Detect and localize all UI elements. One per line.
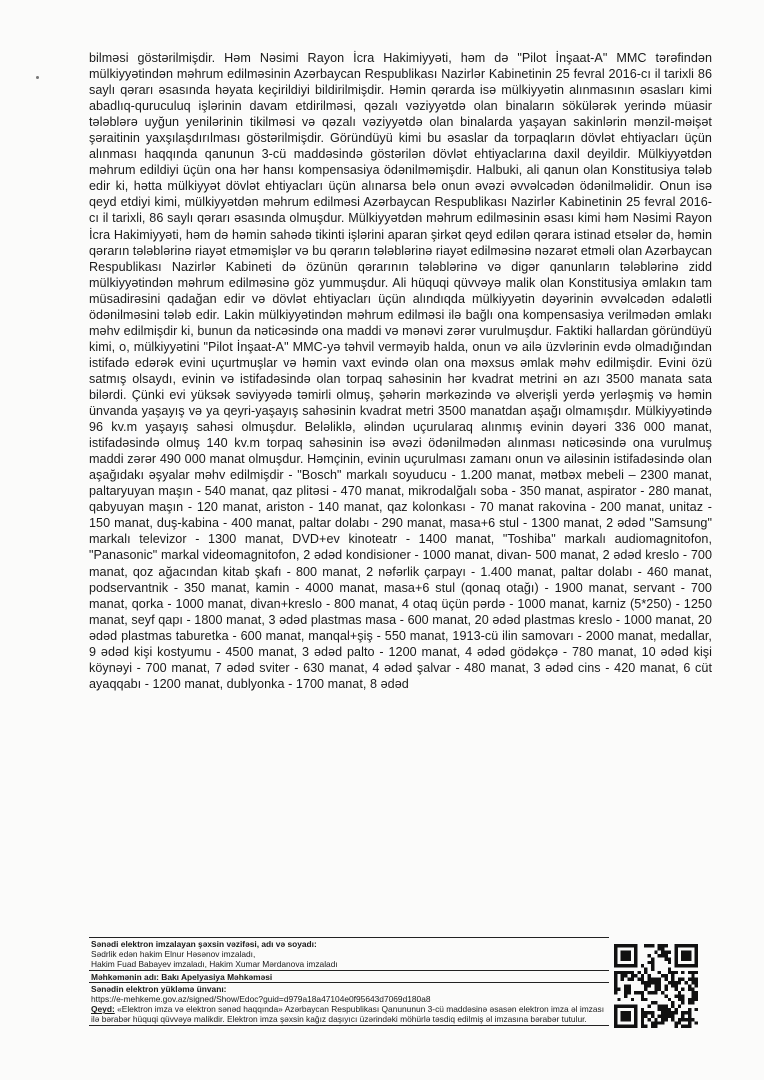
signer-line-1: Sədrlik edən hakim Elnur Həsənov imzaladı, xyxy=(91,949,256,960)
signer-line-2: Hakim Fuad Babayev imzaladı, Hakim Xumar Mərdanova imzaladı xyxy=(91,959,338,970)
legal-note xyxy=(91,1004,607,1024)
note-text: «Elektron imza və elektron sənəd haqqında» Azərbaycan Respublikası Qanununun 3-cü maddəsinə əsasən elektron imza əl imzası ilə bərabər hüquqi qüvvəyə malikdir. Elektron imza şəxsin kağız daşıyıcı üzərindəki möhürlə təsdiq edilmiş əl imzasına bərabər tutulur. xyxy=(91,1004,605,1025)
scan-speck xyxy=(36,76,39,79)
upload-label: Sənədin elektron yükləmə ünvanı: xyxy=(91,983,227,994)
upload-url[interactable]: https://e-mehkeme.gov.az/signed/Show/Edoc?guid=d979a18a47104e0f95643d7069d180a8 xyxy=(91,994,431,1005)
upload-block xyxy=(89,982,609,1026)
court-label: Məhkəmənin adı: xyxy=(91,971,159,982)
court-name: Bakı Apelyasiya Məhkəməsi xyxy=(161,971,273,982)
signer-block xyxy=(89,937,609,970)
note-label: Qeyd: xyxy=(91,1004,115,1015)
signer-label: Sənədi elektron imzalayan şəxsin vəzifəsi, adı və soyadı: xyxy=(91,939,317,949)
court-block xyxy=(89,970,609,982)
qr-code-icon xyxy=(614,944,698,1028)
body-paragraph: bilməsi göstərilmişdir. Həm Nəsimi Rayon İcra Hakimiyyəti, həm də "Pilot İnşaat-A" MMC tərəfindən mülkiyyətindən məhrum edilməsinin Azərbaycan Respublikası Nazirlər Kabinetinin 25 fevral 2016-cı il tarixli 86 saylı qərarı əsasında həyata keçirildiyi bildirilmişdir. Həmin qərarda isə mülkiyyətin alınmasının əsasları kimi abadlıq-quruculuq işlərinin davam etdirilməsi, qəzalı vəziyyətdə olan binaların sökülərək yerində müasir tələblərə uyğun yenilərinin tikilməsi və qəzalı vəziyyətdə olan binalarda yaşayan sakinlərin mənzil-məişət şəraitinin yaxşılaşdırılması göstərilmişdir. Göründüyü kimi bu əsaslar da torpaqların dövlət ehtiyacları üçün alınması haqqında qanunun 3-cü maddəsində göstərilən dövlət ehtiyaclarına daxil deyildir. Mülkiyyətdən məhrum edildiyi üçün ona hər hansı kompensasiya ödənilməmişdir. Halbuki, ali qanun olan Konstitusiya tələb edir ki, hətta mülkiyyət dövlət ehtiyacları üçün alınarsa belə onun əvəzi əvvəlcədən ödənilməlidir. Onun isə qeyd etdiyi kimi, mülkiyyətdən məhrum edilməsi Azərbaycan Respublikası Nazirlər Kabinetinin 25 fevral 2016-cı il tarixli, 86 saylı qərarı əsasında olmuşdur. Mülkiyyətdən məhrum edilməsinin əsası kimi həm Nəsimi Rayon İcra Hakimiyyəti, həm də həmin sahədə tikinti işlərini aparan şirkət qeyd edilən qərara istinad etsələr də, həmin qərarın tələblərinə riayət etməmişlər və bu qərarın tələblərinə riayət edilməsinə nəzarət etməli olan Azərbaycan Respublikası Nazirlər Kabineti də özünün qərarının tələblərinə və digər qanunların tələblərinə zidd mülkiyyətindən məhrum edilməsinə göz yummuşdur. Ali hüquqi qüvvəyə malik olan Konstitusiya əmlakın tam müsadirəsini qadağan edir və dövlət ehtiyacları üçün alındıqda mülkiyyətin dəyərinin əvvəlcədən ədalətli ödənilməsini tələb edir. Lakin mülkiyyətindən məhrum edilməsi ilə bağlı ona kompensasiya verilmədən əmlakı məhv edilmişdir ki, bunun da nəticəsində ona maddi və mənəvi zərər vurulmuşdur. Faktiki hallardan göründüyü kimi, o, mülkiyyətini "Pilot İnşaat-A" MMC-yə təhvil verməyib halda, onun və ailə üzvlərinin evdə olmadığından istifadə edərək evini uçurtmuşlar və həmin vaxt evində olan ona məxsus əmlak məhv edilmişdir. Evini özü satmış olsaydı, evinin və istifadəsində olan torpaq sahəsinin hər kvadrat metrini ən azı 3500 manata sata bilərdi. Çünki evi yüksək səviyyədə təmirli olmuş, şəhərin mərkəzində və əlverişli yerdə yerləşmiş və həmin ünvanda yaşayış və ya qeyri-yaşayış sahəsinin kvadrat metri 3500 manatdan aşağı olmamışdır. Mülkiyyətində 96 kv.m yaşayış sahəsi olmuşdur. Beləliklə, əlindən uçurularaq alınmış evinin dəyəri 336 000 manat, istifadəsində olmuş 140 kv.m torpaq sahəsinin isə əvəzi ödənilmədən alınması nəticəsində ona vurulmuş maddi zərər 490 000 manat olmuşdur. Həmçinin, evinin uçurulması zamanı onun və ailəsinin istifadəsində olan aşağıdakı əşyalar məhv edilmişdir - "Bosch" markalı soyuducu - 1.200 manat, mətbəx mebeli – 2300 manat, paltaryuyan maşın - 540 manat, qaz plitəsi - 470 manat, mikrodalğalı soba - 350 manat, aspirator - 280 manat, qabyuyan maşın - 120 manat, ariston - 140 manat, qaz kolonkası - 70 manat rakovina - 200 manat, unitaz - 150 manat, duş-kabina - 400 manat, paltar dolabı - 290 manat, masa+6 stul - 1300 manat, 2 ədəd "Samsung" markalı televizor - 1300 manat, DVD+ev kinoteatr - 1400 manat, "Toshiba" markalı audiomagnitofon, "Panasonic" markal videomagnitofon, 2 ədəd kondisioner - 1000 manat, divan- 500 manat, 2 ədəd kreslo - 700 manat, qoz ağacından kitab şkafı - 800 manat, 2 nəfərlik çarpayı - 1.400 manat, paltar dolabı - 460 manat, podservantnik - 350 manat, kamin - 4000 manat, masa+6 stul (qonaq otağı) - 1900 manat, servant - 700 manat, qorka - 1000 manat, divan+kreslo - 800 manat, 4 otaq üçün pərdə - 1000 manat, karniz (5*250) - 1250 manat, seyf qapı - 1800 manat, 3 ədəd plastmas masa - 600 manat, 20 ədəd plastmas kreslo - 1000 manat, 20 ədəd plastmas taburetka - 600 manat, manqal+şiş - 550 manat, 1913-cü ilin samovarı - 2000 manat, medallar, 9 ədəd kişi kostyumu - 4500 manat, 3 ədəd palto - 1200 manat, 4 ədəd gödəkçə - 780 manat, 10 ədəd kişi köynəyi - 700 manat, 7 ədəd sviter - 630 manat, 4 ədəd şalvar - 480 manat, 3 ədəd cins - 420 manat, 6 cüt ayaqqabı - 1200 manat, dublyonka - 1700 manat, 8 ədəd xyxy=(89,51,713,691)
signature-footer xyxy=(89,937,609,1036)
document-body xyxy=(89,50,712,692)
